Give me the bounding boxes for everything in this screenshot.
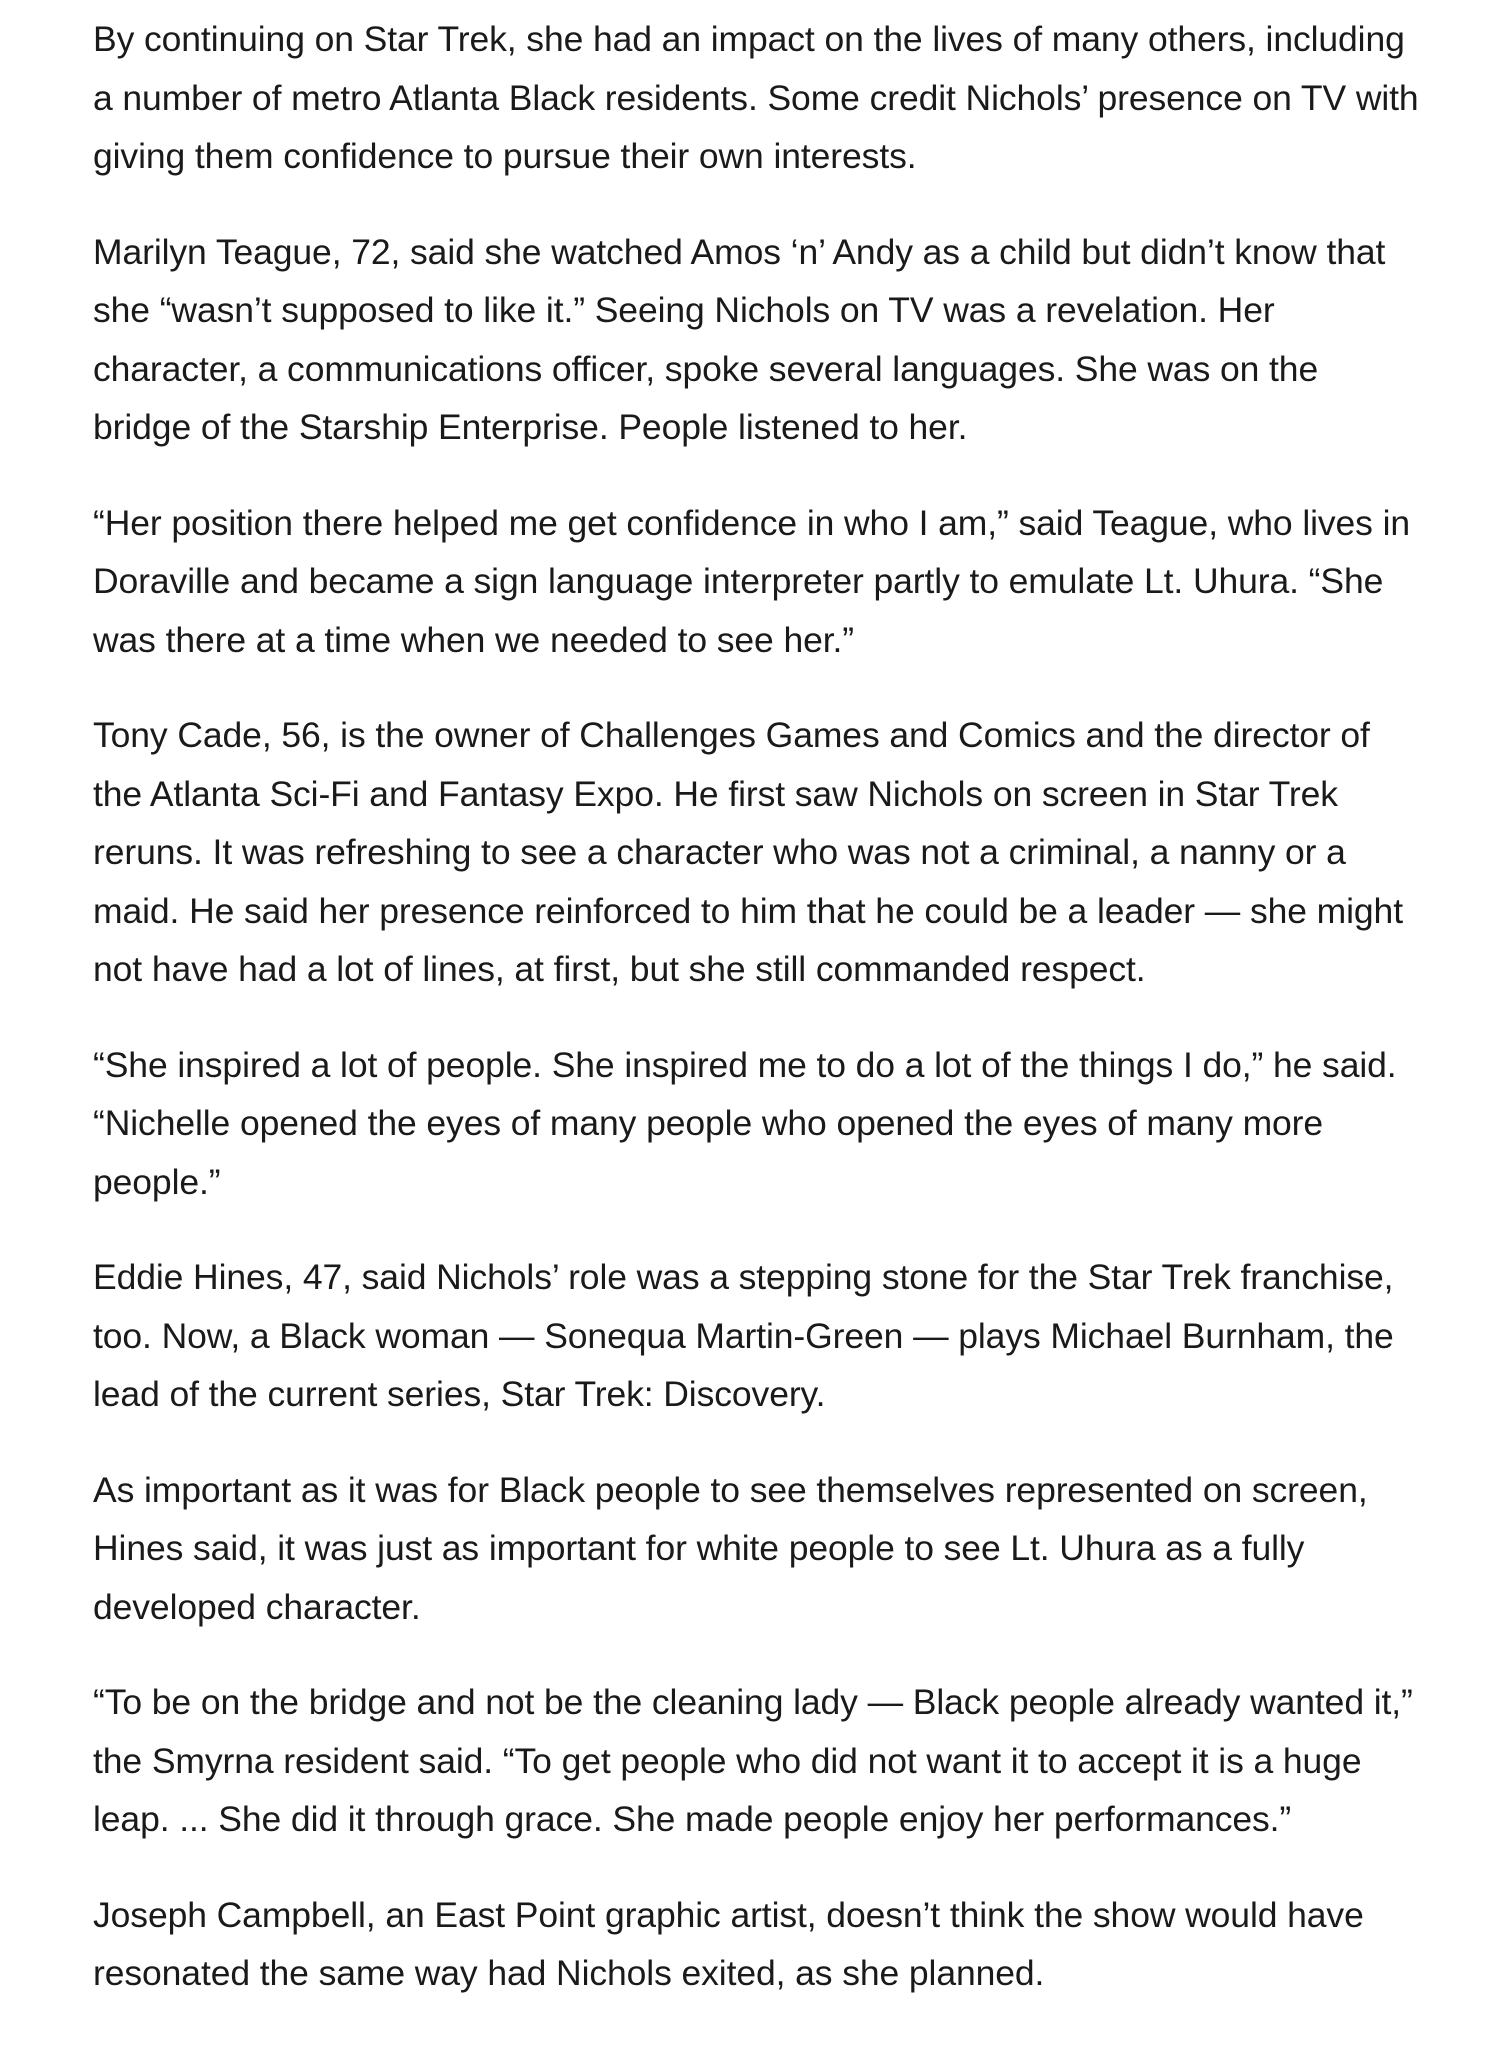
paragraph-6: Eddie Hines, 47, said Nichols’ role was a stepping stone for the Star Trek franchise, too. Now, a Black woman — Sonequa Martin-Green — plays Michael Burnham, the lead of the current series, Star Trek: Discovery. xyxy=(93,1257,1394,1414)
paragraph-4: Tony Cade, 56, is the owner of Challenges Games and Comics and the director of the Atlanta Sci-Fi and Fantasy Expo. He first saw Nichols on screen in Star Trek reruns. It was refreshing to see a character who was not a criminal, a nanny or a maid. He said her presence reinforced to him that he could be a leader — she might not have had a lot of lines, at first, but she still commanded respect. xyxy=(93,715,1403,989)
paragraph-9: Joseph Campbell, an East Point graphic artist, doesn’t think the show would have resonated the same way had Nichols exited, as she planned. xyxy=(93,1894,1364,1993)
paragraph-3: “Her position there helped me get confidence in who I am,” said Teague, who lives in Doraville and became a sign language interpreter partly to emulate Lt. Uhura. “She was there at a time when we needed to see her.” xyxy=(93,502,1411,660)
paragraph-7: As important as it was for Black people to see themselves represented on screen, Hines said, it was just as important for white people to see Lt. Uhura as a fully developed character. xyxy=(93,1469,1368,1627)
paragraph-8: “To be on the bridge and not be the cleaning lady — Black people already wanted it,” the Smyrna resident said. “To get people who did not want it to accept it is a huge leap. ... She did it through grace. She made people enjoy her performances.” xyxy=(93,1682,1413,1839)
paragraph-5: “She inspired a lot of people. She inspired me to do a lot of the things I do,” he said. “Nichelle opened the eyes of many people who opened the eyes of many more people.” xyxy=(93,1044,1397,1202)
paragraph-2: Marilyn Teague, 72, said she watched Amos ‘n’ Andy as a child but didn’t know that she “wasn’t supposed to like it.” Seeing Nichols on TV was a revelation. Her character, a communications officer, spoke several languages. She was on the bridge of the Starship Enterprise. People listened to her. xyxy=(93,231,1386,447)
paragraph-1: By continuing on Star Trek, she had an impact on the lives of many others, including a number of metro Atlanta Black residents. Some credit Nichols’ presence on TV with giving them confidence to pursue their own interests. xyxy=(93,19,1419,176)
